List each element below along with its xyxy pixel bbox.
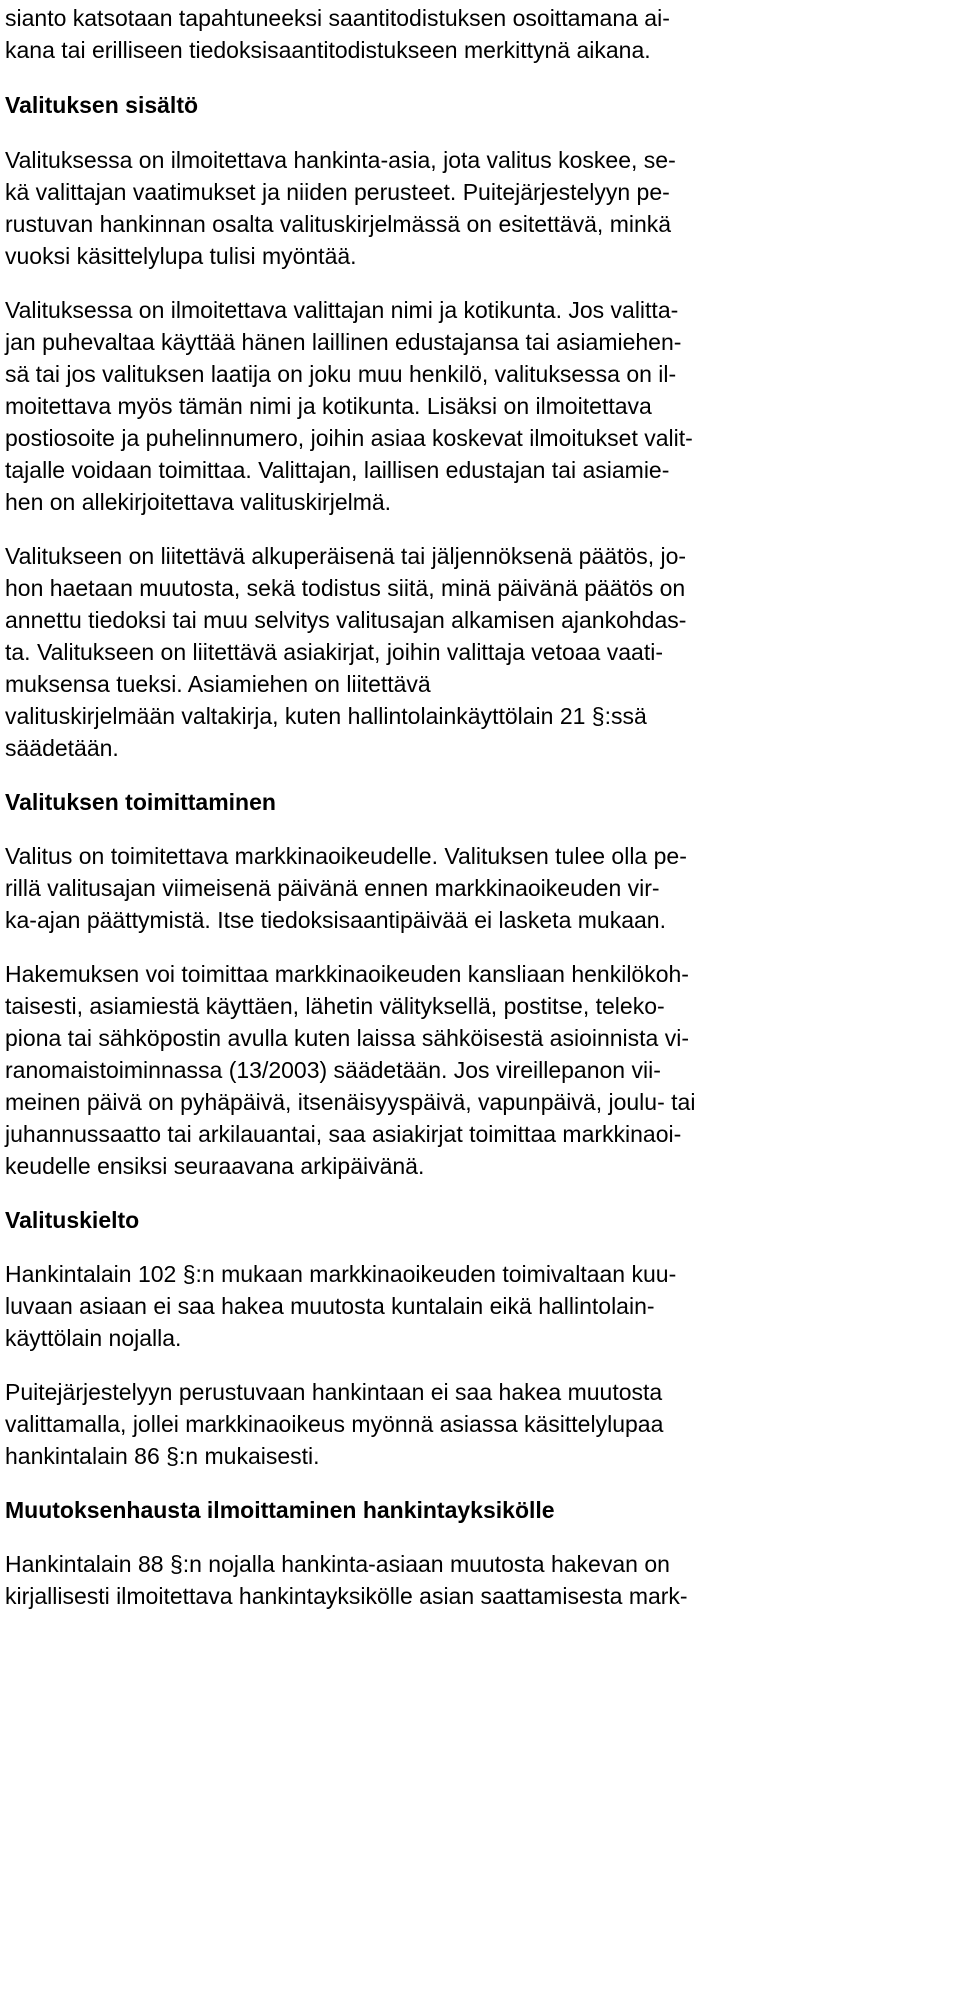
text-line: sä tai jos valituksen laatija on joku muu henkilö, valituksessa on il- [5, 361, 677, 387]
text-line: Valituksessa on ilmoitettava hankinta-asia, jota valitus koskee, se- [5, 147, 676, 173]
text-line: ranomaistoiminnassa (13/2003) säädetään. Jos vireillepanon vii- [5, 1057, 661, 1083]
text-line: juhannussaatto tai arkilauantai, saa asiakirjat toimittaa markkinaoi- [5, 1121, 682, 1147]
text-line: Puitejärjestelyyn perustuvaan hankintaan ei saa hakea muutosta [5, 1379, 663, 1405]
section-heading: Muutoksenhausta ilmoittaminen hankintayksikölle [5, 1497, 555, 1523]
text-line: valituskirjelmään valtakirja, kuten hallintolainkäyttölain 21 §:ssä [5, 703, 647, 729]
text-line: kana tai erilliseen tiedoksisaantitodistukseen merkittynä aikana. [5, 37, 651, 63]
text-line: hen on allekirjoitettava valituskirjelmä. [5, 489, 392, 515]
text-line: rillä valitusajan viimeisenä päivänä ennen markkinaoikeuden vir- [5, 875, 660, 901]
section-heading: Valituskielto [5, 1207, 140, 1233]
text-line: muksensa tueksi. Asiamiehen on liitettävä [5, 671, 431, 697]
text-line: keudelle ensiksi seuraavana arkipäivänä. [5, 1153, 425, 1179]
text-line: luvaan asiaan ei saa hakea muutosta kuntalain eikä hallintolain- [5, 1293, 655, 1319]
text-line: Hankintalain 88 §:n nojalla hankinta-asiaan muutosta hakevan on [5, 1551, 670, 1577]
text-line: tajalle voidaan toimittaa. Valittajan, laillisen edustajan tai asiamie- [5, 457, 670, 483]
text-line: Hakemuksen voi toimittaa markkinaoikeuden kansliaan henkilökoh- [5, 961, 689, 987]
text-line: piona tai sähköpostin avulla kuten laissa sähköisestä asioinnista vi- [5, 1025, 690, 1051]
text-line: Hankintalain 102 §:n mukaan markkinaoikeuden toimivaltaan kuu- [5, 1261, 677, 1287]
text-line: rustuvan hankinnan osalta valituskirjelmässä on esitettävä, minkä [5, 211, 672, 237]
section-heading: Valituksen sisältö [5, 92, 199, 118]
text-line: kä valittajan vaatimukset ja niiden perusteet. Puitejärjestelyyn pe- [5, 179, 670, 205]
text-line: meinen päivä on pyhäpäivä, itsenäisyyspäivä, vapunpäivä, joulu- tai [5, 1089, 696, 1115]
text-line: sianto katsotaan tapahtuneeksi saantitodistuksen osoittamana ai- [5, 5, 670, 31]
text-line: Valituksessa on ilmoitettava valittajan nimi ja kotikunta. Jos valitta- [5, 297, 679, 323]
text-line: kirjallisesti ilmoitettava hankintayksikölle asian saattamisesta mark- [5, 1583, 688, 1609]
text-line: käyttölain nojalla. [5, 1325, 182, 1351]
text-line: annettu tiedoksi tai muu selvitys valitusajan alkamisen ajankohdas- [5, 607, 687, 633]
text-line: ta. Valitukseen on liitettävä asiakirjat, joihin valittaja vetoaa vaati- [5, 639, 663, 665]
text-line: jan puhevaltaa käyttää hänen laillinen edustajansa tai asiamiehen- [5, 329, 682, 355]
text-line: Valitus on toimitettava markkinaoikeudelle. Valituksen tulee olla pe- [5, 843, 687, 869]
section-heading: Valituksen toimittaminen [5, 789, 276, 815]
text-line: vuoksi käsittelylupa tulisi myöntää. [5, 243, 357, 269]
text-line: postiosoite ja puhelinnumero, joihin asiaa koskevat ilmoitukset valit- [5, 425, 693, 451]
text-line: hon haetaan muutosta, sekä todistus siitä, minä päivänä päätös on [5, 575, 686, 601]
text-line: hankintalain 86 §:n mukaisesti. [5, 1443, 320, 1469]
text-line: Valitukseen on liitettävä alkuperäisenä tai jäljennöksenä päätös, jo- [5, 543, 687, 569]
text-line: säädetään. [5, 735, 119, 761]
text-line: taisesti, asiamiestä käyttäen, lähetin välityksellä, postitse, teleko- [5, 993, 665, 1019]
text-line: ka-ajan päättymistä. Itse tiedoksisaantipäivää ei lasketa mukaan. [5, 907, 666, 933]
text-line: valittamalla, jollei markkinaoikeus myönnä asiassa käsittelylupaa [5, 1411, 664, 1437]
text-line: moitettava myös tämän nimi ja kotikunta. Lisäksi on ilmoitettava [5, 393, 652, 419]
